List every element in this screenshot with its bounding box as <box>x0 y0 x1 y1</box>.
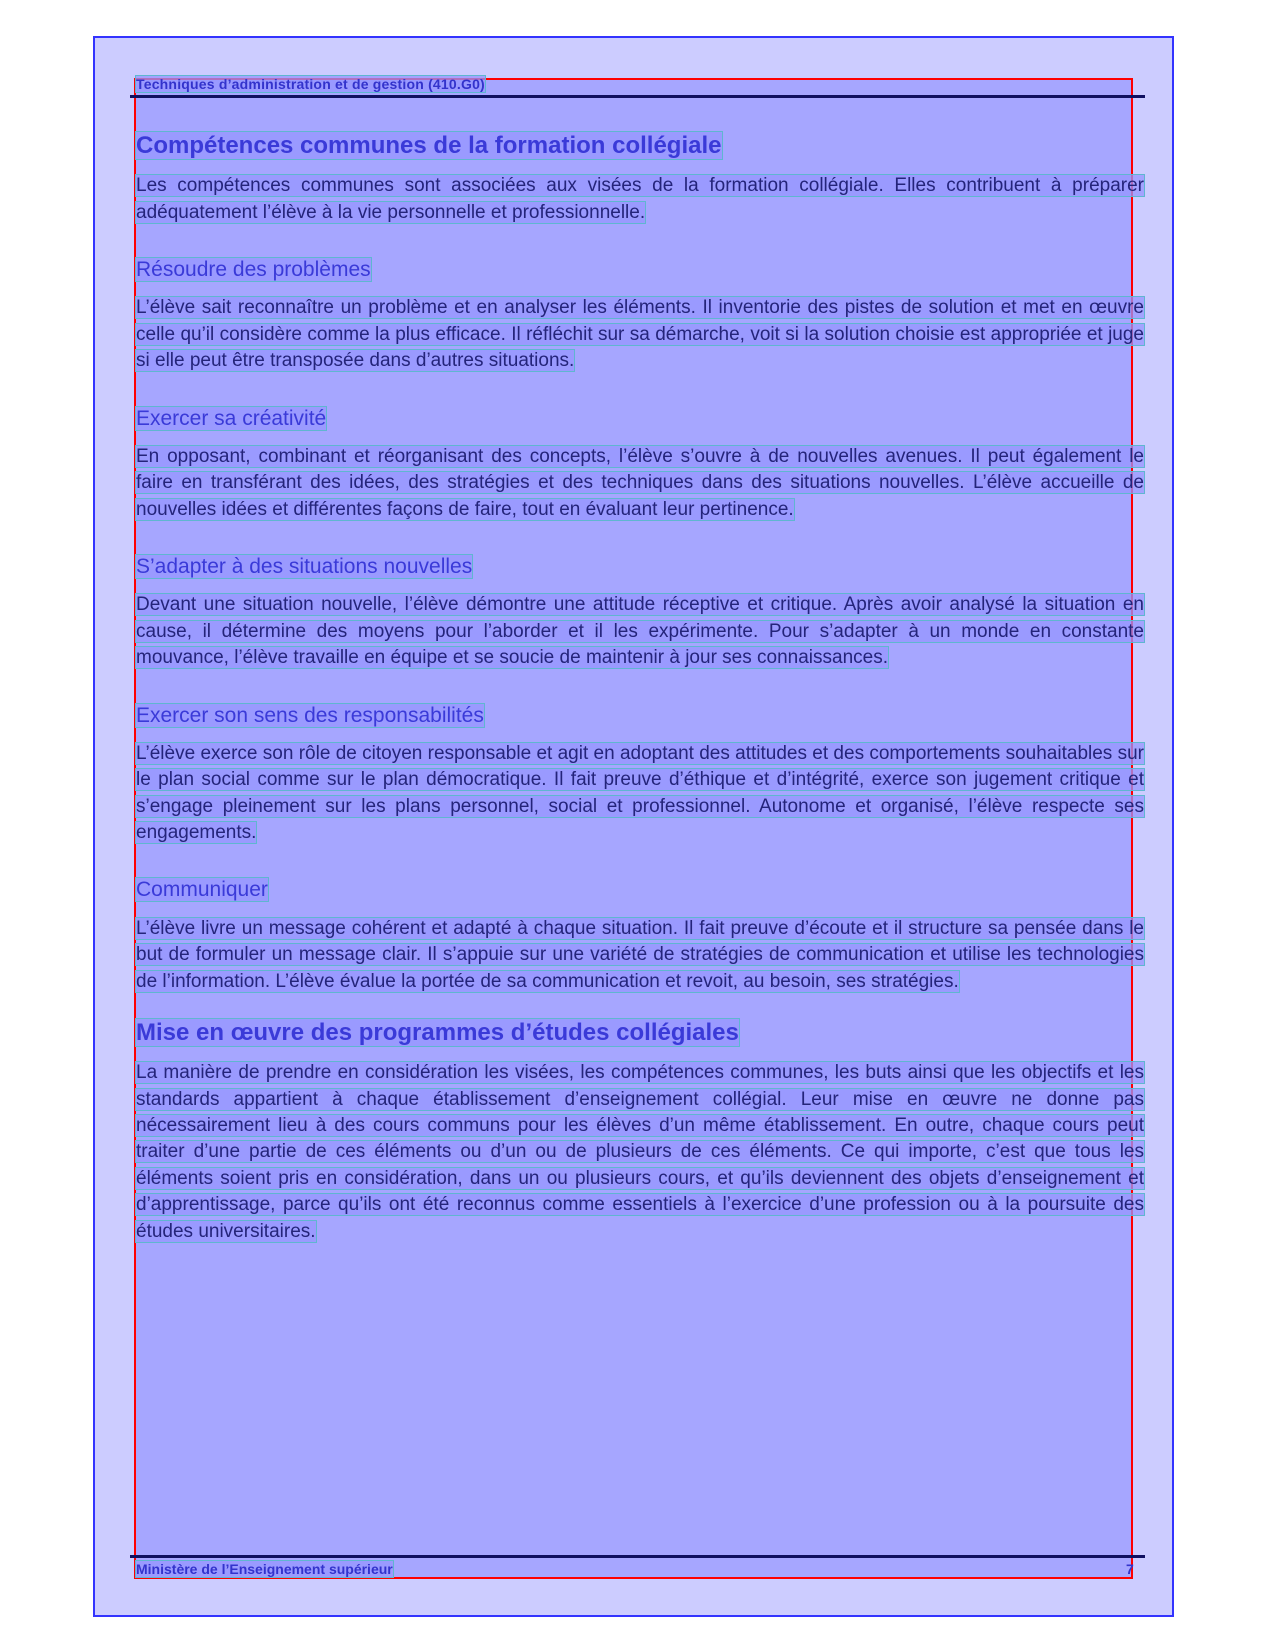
page-number: 7 <box>1126 1561 1134 1577</box>
section-text-creativite: En opposant, combinant et réorganisant des concepts, l’élève s’ouvre à de nouvelles avenues. Il peut également le faire en transférant des idées, des stratégies et des techniques dans des situations nouvelles. L’élève accueille de nouvelles idées et différentes façons de faire, tout en évaluant leur pertinence. <box>136 445 1144 520</box>
section-title-creativite: Exercer sa créativité <box>136 406 327 430</box>
document-body <box>136 130 1144 1245</box>
section-text-mise-en-oeuvre: La manière de prendre en considération les visées, les compétences communes, les buts ainsi que les objectifs et les standards appartient à chaque établissement d’enseignement collégial. Leur mise en œuvre ne donne pas nécessairement lieu à des cours communs pour les élèves d’un même établissement. En outre, chaque cours peut traiter d’une partie de ces éléments ou d’un ou de plusieurs de ces éléments. Ce qui importe, c’est que tous les éléments soient pris en considération, dans un ou plusieurs cours, et qu’ils deviennent des objets d’enseignement et d’apprentissage, parce qu’ils ont été reconnus comme essentiels à l’exercice d’une profession ou à la poursuite des études universitaires. <box>136 1062 1144 1242</box>
footer-rule <box>130 1555 1145 1558</box>
section-text-competences-communes: Les compétences communes sont associées aux visées de la formation collégiale. Elles contribuent à préparer adéquatement l’élève à la vie personnelle et professionnelle. <box>136 175 1144 223</box>
section-title-resoudre-problemes: Résoudre des problèmes <box>136 258 371 281</box>
section-text-communiquer: L’élève livre un message cohérent et adapté à chaque situation. Il fait preuve d’écoute et il structure sa pensée dans le but de formuler un message clair. Il s’appuie sur une variété de stratégies de communication et utilise les technologies de l’information. L’élève évalue la portée de sa communication et revoit, au besoin, ses stratégies. <box>136 917 1144 992</box>
section-title-competences-communes: Compétences communes de la formation collégiale <box>136 132 722 159</box>
section-title-mise-en-oeuvre: Mise en œuvre des programmes d’études collégiales <box>136 1018 739 1046</box>
header-rule <box>130 95 1145 98</box>
running-header: Techniques d’administration et de gestion (410.G0) <box>136 76 485 92</box>
section-text-responsabilites: L’élève exerce son rôle de citoyen responsable et agit en adoptant des attitudes et des comportements souhaitables sur le plan social comme sur le plan démocratique. Il fait preuve d’éthique et d’intégrité, exerce son jugement critique et s’engage pleinement sur les plans personnel, social et professionnel. Autonome et organisé, l’élève respecte ses engagements. <box>136 742 1144 844</box>
section-title-responsabilites: Exercer son sens des responsabilités <box>136 703 484 727</box>
section-title-communiquer: Communiquer <box>136 878 268 902</box>
section-title-situations-nouvelles: S’adapter à des situations nouvelles <box>136 555 473 579</box>
section-text-situations-nouvelles: Devant une situation nouvelle, l’élève démontre une attitude réceptive et critique. Après avoir analysé la situation en cause, il détermine des moyens pour l’aborder et il les expérimente. Pour s’adapter à un monde en constante mouvance, l’élève travaille en équipe et se soucie de maintenir à jour ses connaissances. <box>136 594 1144 669</box>
footer-publisher: Ministère de l’Enseignement supérieur <box>136 1561 393 1577</box>
section-text-resoudre-problemes: L’élève sait reconnaître un problème et en analyser les éléments. Il inventorie des pistes de solution et met en œuvre celle qu’il considère comme la plus efficace. Il réfléchit sur sa démarche, voit si la solution choisie est appropriée et juge si elle peut être transposée dans d’autres situations. <box>136 297 1144 372</box>
